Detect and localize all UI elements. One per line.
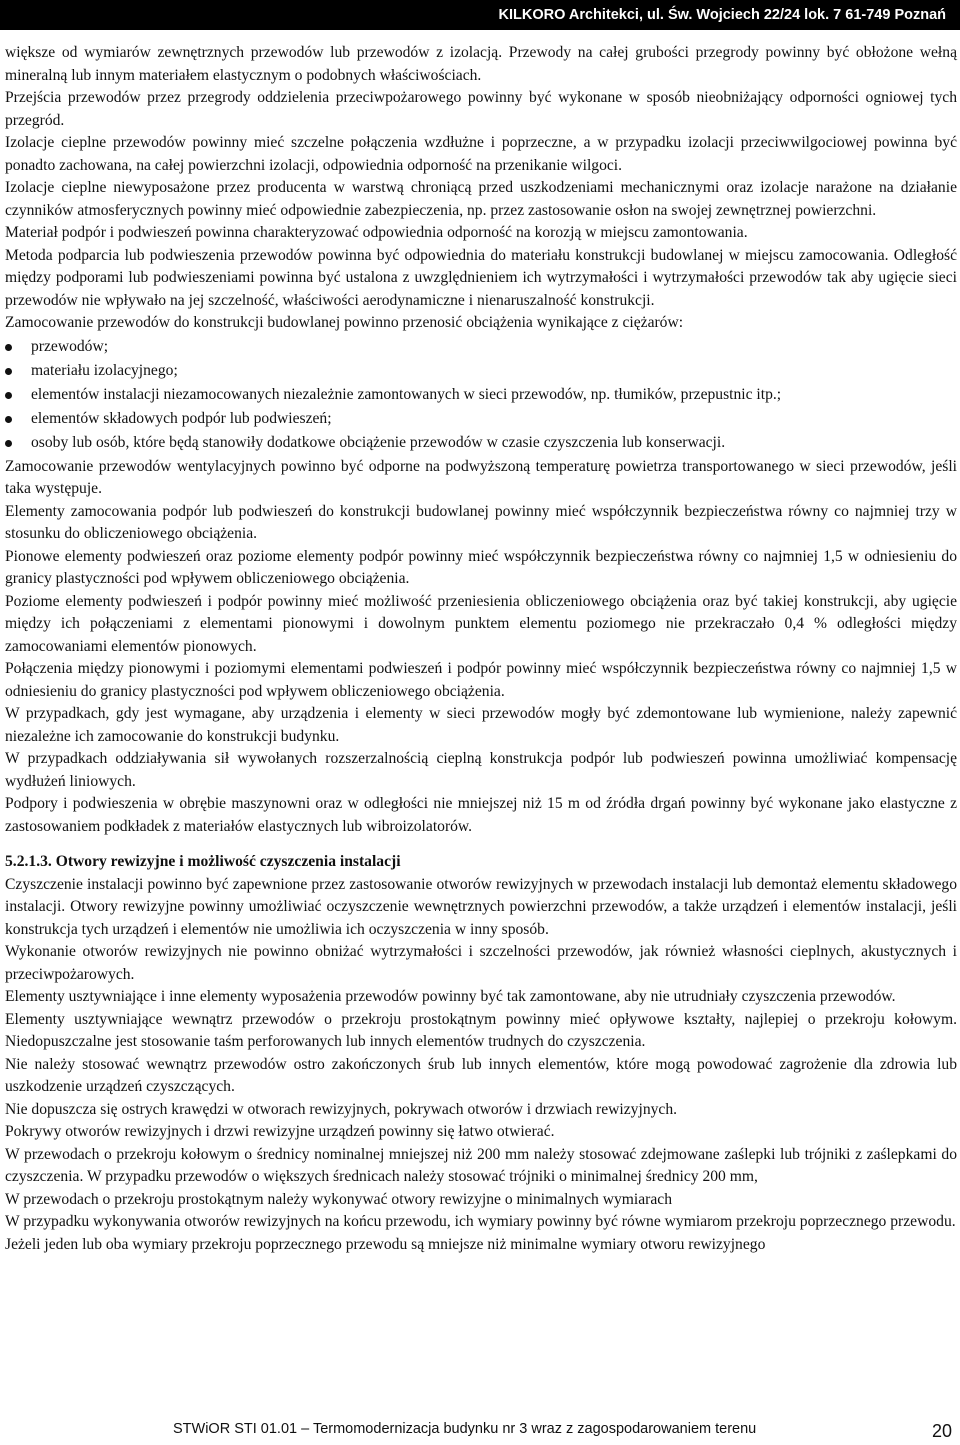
footer-text: STWiOR STI 01.01 – Termomodernizacja budynku nr 3 wraz z zagospodarowaniem terenu	[173, 1421, 757, 1437]
paragraph: Izolacje cieplne niewyposażone przez producenta w warstwą chroniącą przed uszkodzeniami mechanicznymi oraz izolacje narażone na działanie czynników atmosferycznych powinny mieć odpowiednie zabezpieczenia, np. przez zastosowanie osłon na swojej zewnętrznej powierzchni.	[5, 179, 957, 219]
paragraph: Czyszczenie instalacji powinno być zapewnione przez zastosowanie otworów rewizyjnych w przewodach instalacji lub demontaż elementu składowego instalacji. Otwory rewizyjne powinny umożliwiać oczyszczenie wewnętrznych powierzchni przewodów, a także urządzeń i elementów instalacji, jeśli konstrukcja tych urządzeń i elementów nie umożliwia ich oczyszczenia w inny sposób.	[5, 875, 957, 938]
list-item: elementów składowych podpór lub podwieszeń;	[5, 408, 957, 431]
paragraph: Nie należy stosować wewnątrz przewodów ostro zakończonych śrub lub innych elementów, które mogą powodować zagrożenie dla zdrowia lub uszkodzenie urządzeń czyszczących.	[5, 1055, 957, 1095]
paragraph: Nie dopuszcza się ostrych krawędzi w otworach rewizyjnych, pokrywach otworów i drzwiach rewizyjnych.	[5, 1100, 678, 1118]
page-number: 20	[931, 1421, 952, 1441]
header-text: KILKORO Architekci, ul. Św. Wojciech 22/24 lok. 7 61-749 Poznań	[498, 7, 946, 23]
paragraph: Elementy zamocowania podpór lub podwieszeń do konstrukcji budowlanej powinny mieć współczynnik bezpieczeństwa równy co najmniej trzy w stosunku do obliczeniowego obciążenia.	[5, 502, 957, 542]
paragraph: Elementy usztywniające wewnątrz przewodów o przekroju prostokątnym powinny mieć opływowe kształty, najlepiej o przekroju kołowym. Niedopuszczalne jest stosowanie taśm perforowanych lub innych elementów trudnych do czyszczenia.	[5, 1010, 957, 1050]
section-title: Otwory rewizyjne i możliwość czyszczenia instalacji	[55, 853, 401, 870]
paragraph: Pokrywy otworów rewizyjnych i drzwi rewizyjne urządzeń powinny się łatwo otwierać.	[5, 1123, 555, 1140]
paragraph: Zamocowanie przewodów wentylacyjnych powinno być odporne na podwyższoną temperaturę powietrza transportowanego w sieci przewodów, jeśli taka występuje.	[5, 457, 957, 497]
section-number: 5.2.1.3.	[5, 853, 52, 870]
paragraph: Izolacje cieplne przewodów powinny mieć szczelne połączenia wzdłużne i poprzeczne, a w przypadku izolacji przeciwwilgociowej powinna być ponadto zachowana, na całej powierzchni izolacji, odpowiednia odporność na przenikanie wilgoci.	[5, 134, 957, 174]
page-footer	[0, 1421, 960, 1445]
paragraph: Pionowe elementy podwieszeń oraz poziome elementy podpór powinny mieć współczynnik bezpieczeństwa równy co najmniej 1,5 w odniesieniu do granicy plastyczności pod wpływem obliczeniowego obciążenia.	[5, 547, 957, 587]
paragraph: większe od wymiarów zewnętrznych przewodów lub przewodów z izolacją. Przewody na całej grubości przegrody powinny być obłożone wełną mineralną lub innym materiałem elastycznym o podobnych właściwościach.	[5, 44, 957, 84]
paragraph: W przewodach o przekroju kołowym o średnicy nominalnej mniejszej niż 200 mm należy stosować zdejmowane zaślepki lub trójniki z zaślepkami do czyszczenia. W przypadku przewodów o większych średnicach należy stosować trójniki o minimalnej średnicy 200 mm,	[5, 1145, 957, 1185]
paragraph: W przypadkach, gdy jest wymagane, aby urządzenia i elementy w sieci przewodów mogły być zdemontowane lub wymienione, należy zapewnić niezależne ich zamocowanie do konstrukcji budynku.	[5, 705, 957, 745]
paragraph: Elementy usztywniające i inne elementy wyposażenia przewodów powinny być tak zamontowane, aby nie utrudniały czyszczenia przewodów.	[5, 988, 896, 1005]
page-header	[0, 0, 960, 30]
paragraph: Podpory i podwieszenia w obrębie maszynowni oraz w odległości nie mniejszej niż 15 m od źródła drgań powinny być wykonane jako elastyczne z zastosowaniem podkładek z materiałów elastycznych lub wibroizolatorów.	[5, 795, 957, 835]
paragraph: W przypadkach oddziaływania sił wywołanych rozszerzalnością cieplną konstrukcja podpór lub podwieszeń powinna umożliwiać kompensację wydłużeń liniowych.	[5, 750, 957, 790]
list-item: przewodów;	[5, 336, 957, 359]
paragraph: Zamocowanie przewodów do konstrukcji budowlanej powinno przenosić obciążenia wynikające z ciężarów:	[5, 314, 684, 331]
paragraph: W przypadku wykonywania otworów rewizyjnych na końcu przewodu, ich wymiary powinny być równe wymiarom przekroju poprzecznego przewodu.	[5, 1213, 956, 1230]
paragraph: W przewodach o przekroju prostokątnym należy wykonywać otwory rewizyjne o minimalnych wymiarach	[5, 1190, 672, 1208]
document-body	[5, 42, 957, 1256]
paragraph: Połączenia między pionowymi i poziomymi elementami podwieszeń i podpór powinny mieć współczynnik bezpieczeństwa równy co najmniej 1,5 w odniesieniu do granicy plastyczności pod wpływem obliczeniowego obciążenia.	[5, 660, 957, 700]
paragraph: Metoda podparcia lub podwieszenia przewodów powinna być odpowiednia do materiału konstrukcji budowlanej w miejscu zamocowania. Odległość między podporami lub podwieszeniami powinna być ustalona z uwzględnieniem ich wytrzymałości i wytrzymałości przewodów tak aby ugięcie sieci przewodów nie wpływało na jej szczelność, właściwości aerodynamiczne i nienaruszalność konstrukcji.	[5, 246, 957, 309]
paragraph: Przejścia przewodów przez przegrody oddzielenia przeciwpożarowego powinny być wykonane w sposób nieobniżający odporności ogniowej tych przegród.	[5, 89, 957, 129]
section-heading	[5, 851, 957, 874]
paragraph: Materiał podpór i podwieszeń powinna charakteryzować odpowiednia odporność na korozją w miejscu zamontowania.	[5, 224, 748, 241]
paragraph: Poziome elementy podwieszeń i podpór powinny mieć możliwość przeniesienia obliczeniowego obciążenia oraz być takiej konstrukcji, aby ugięcie między ich połączeniami z elementami pionowymi i dowolnym punktem elementu poziomego nie przekraczało 0,4 % odległości między zamocowaniami elementów pionowych.	[5, 592, 957, 655]
list-item: osoby lub osób, które będą stanowiły dodatkowe obciążenie przewodów w czasie czyszczenia lub konserwacji.	[5, 432, 957, 455]
paragraph: Jeżeli jeden lub oba wymiary przekroju poprzecznego przewodu są mniejsze niż minimalne wymiary otworu rewizyjnego	[5, 1235, 766, 1253]
list-item: elementów instalacji niezamocowanych niezależnie zamontowanych w sieci przewodów, np. tłumików, przepustnic itp.;	[5, 384, 957, 407]
load-list	[5, 336, 957, 455]
paragraph: Wykonanie otworów rewizyjnych nie powinno obniżać wytrzymałości i szczelności przewodów, jak również własności cieplnych, akustycznych i przeciwpożarowych.	[5, 943, 957, 983]
list-item: materiału izolacyjnego;	[5, 360, 957, 383]
